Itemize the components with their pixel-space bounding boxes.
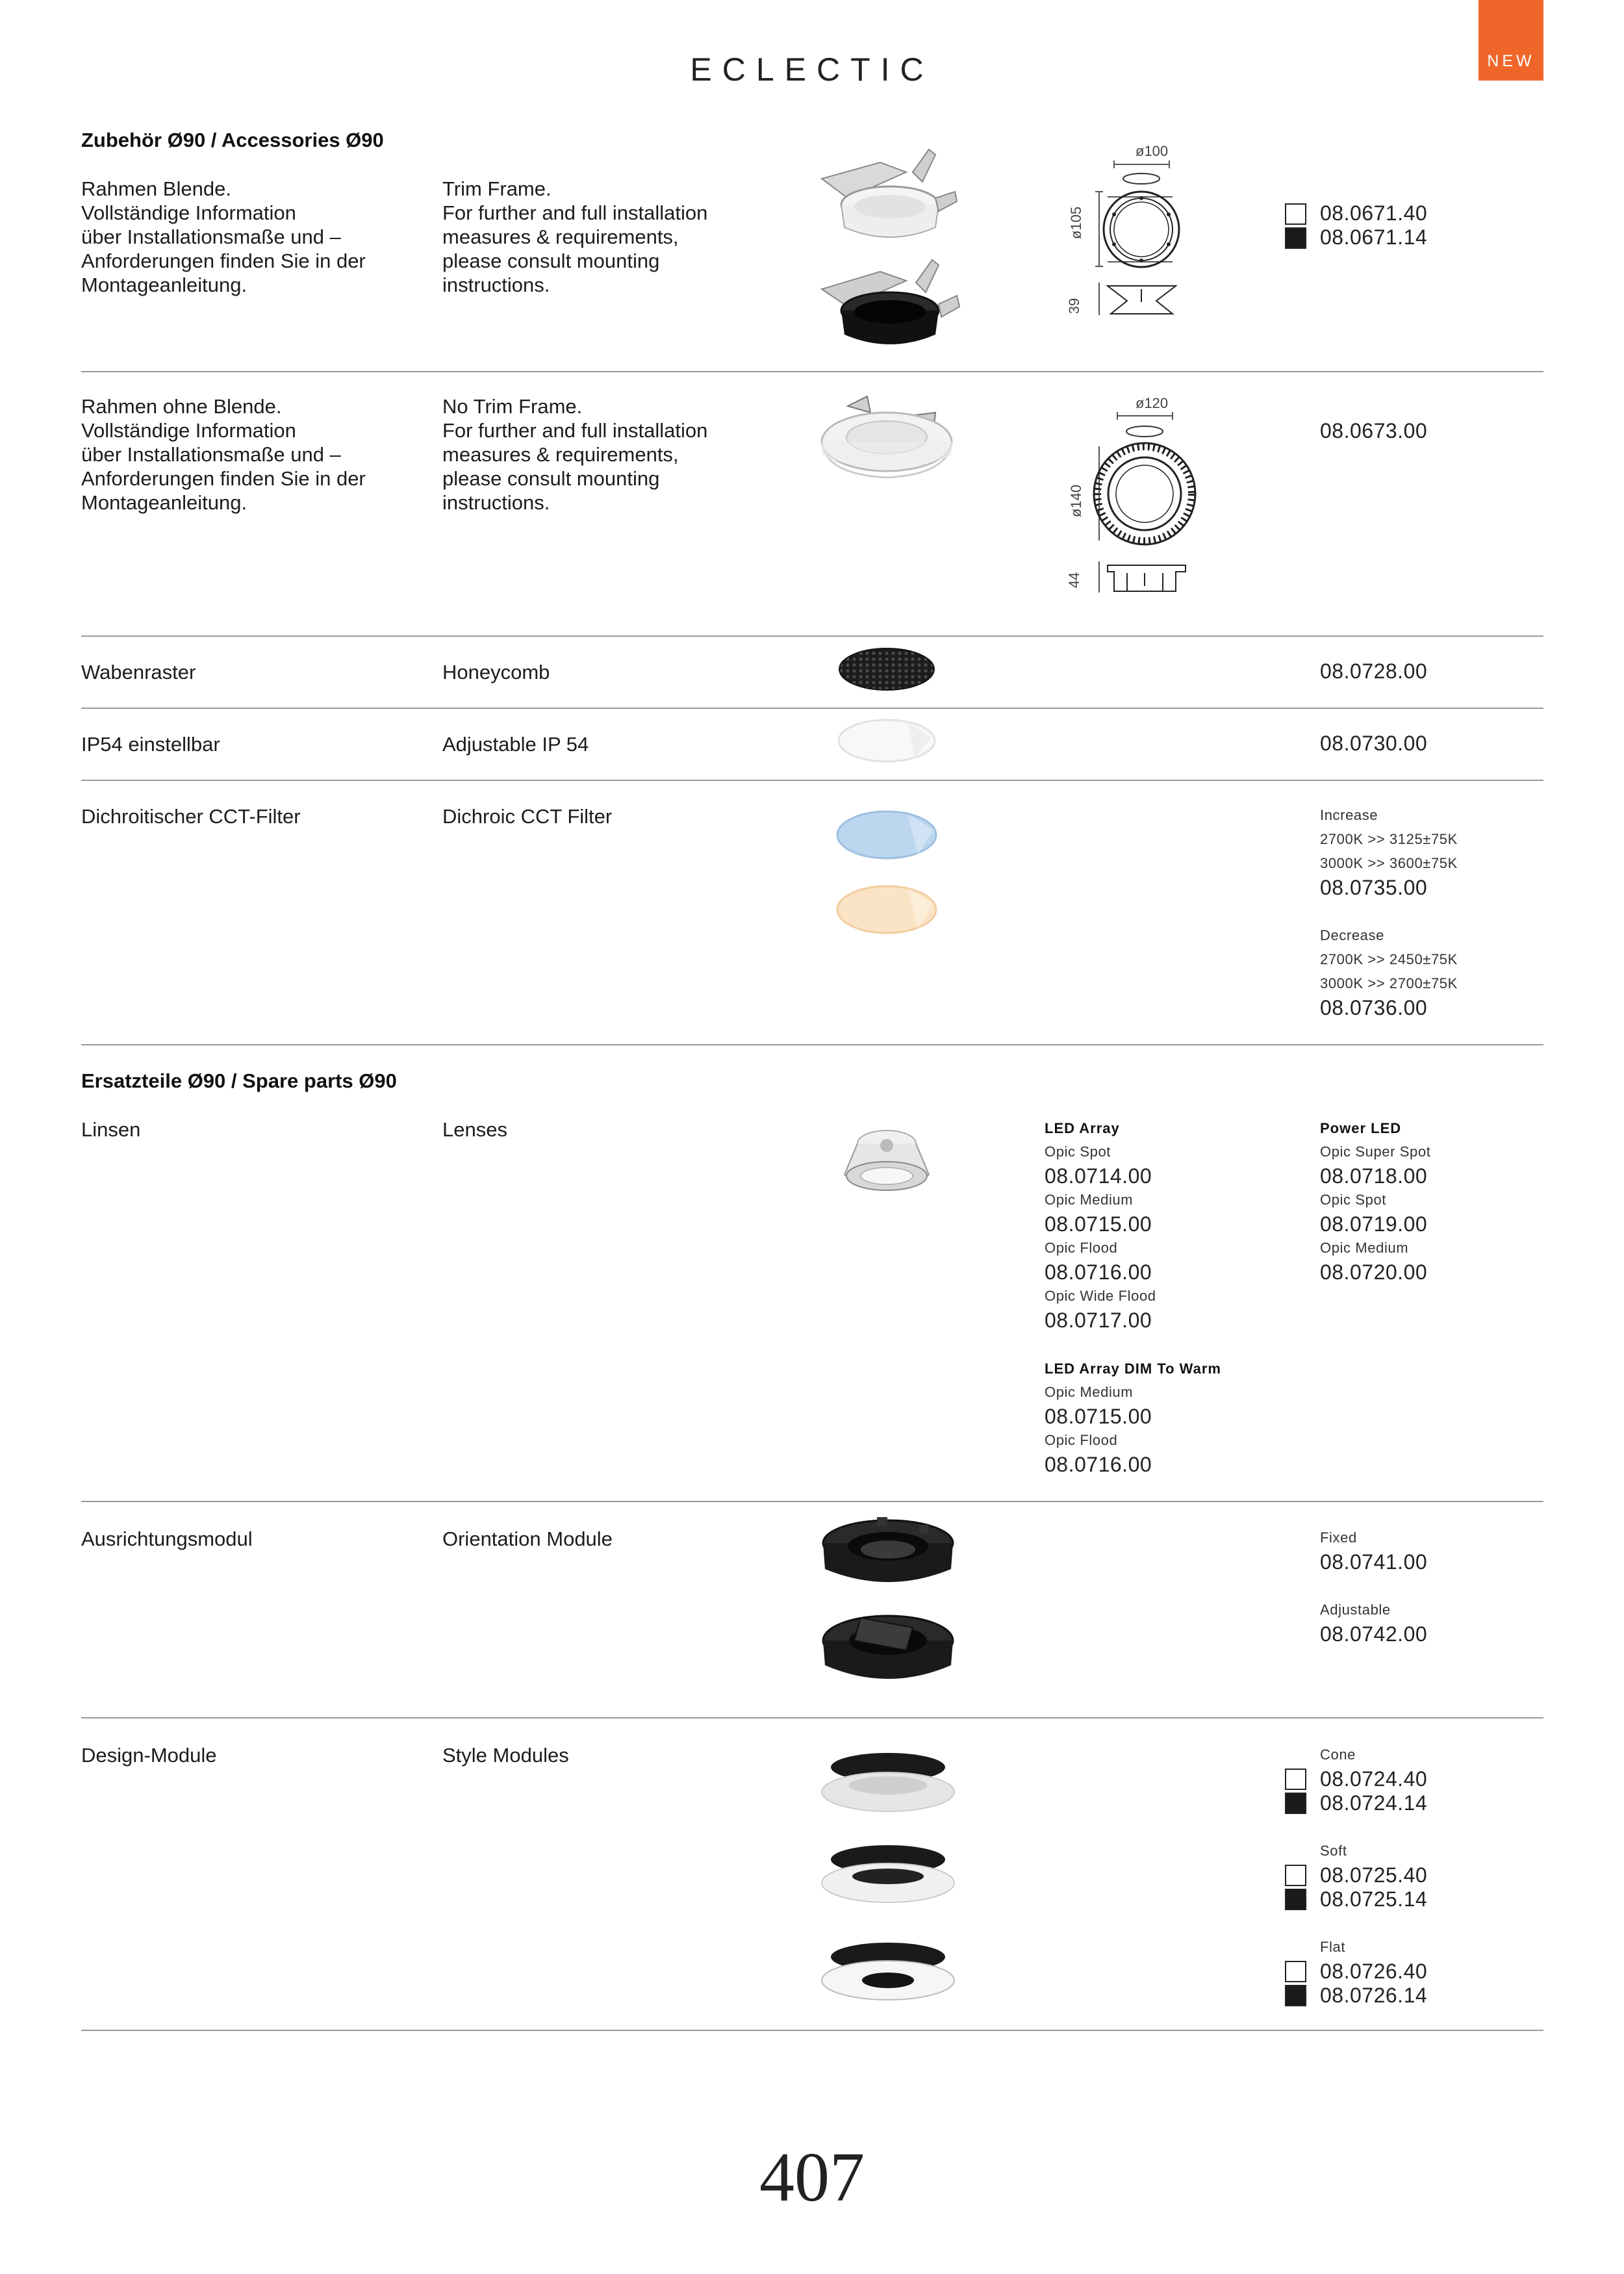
white-swatch <box>1285 1865 1306 1886</box>
power-led-item-code: 08.0718.00 <box>1320 1164 1428 1188</box>
led-array-item-code: 08.0714.00 <box>1045 1164 1152 1188</box>
cct-decrease-line: 3000K >> 2700±75K <box>1320 975 1458 991</box>
divider <box>81 1501 1543 1502</box>
honeycomb-text-en: Honeycomb <box>442 661 550 683</box>
orientation-adjustable-label: Adjustable <box>1320 1602 1391 1618</box>
no-trim-frame-text-de: Rahmen ohne Blende. Vollständige Information über Installationsmaße und – Anforderungen finden Sie in der Montageanleitung. <box>81 395 366 514</box>
trim-frame-code-white: 08.0671.40 <box>1320 201 1428 225</box>
style-soft-label: Soft <box>1320 1843 1347 1859</box>
page-title: ECLECTIC <box>690 51 934 88</box>
no-trim-frame-dim-depth: 44 <box>1066 572 1083 589</box>
no-trim-frame-dim-height: ø140 <box>1068 484 1085 518</box>
led-array-label: LED Array <box>1045 1120 1120 1136</box>
power-led-item-name: Opic Spot <box>1320 1192 1387 1208</box>
no-trim-frame-text-en: No Trim Frame. For further and full installation measures & requirements, please consult mounting instructions. <box>442 395 708 514</box>
orientation-fixed-label: Fixed <box>1320 1529 1357 1546</box>
style-flat-code-white: 08.0726.40 <box>1320 1960 1428 1983</box>
trim-frame-dim-height: ø105 <box>1068 206 1085 240</box>
style-flat-code-black: 08.0726.14 <box>1320 1984 1428 2007</box>
trim-frame-code-black: 08.0671.14 <box>1320 225 1428 249</box>
orientation-fixed-illustration <box>823 1517 953 1582</box>
divider <box>81 371 1543 372</box>
divider <box>81 780 1543 781</box>
style-text-en: Style Modules <box>442 1744 569 1767</box>
white-swatch <box>1285 203 1306 225</box>
style-soft-illustration <box>822 1845 954 1902</box>
ip54-text-de: IP54 einstellbar <box>81 733 220 756</box>
power-led-item-code: 08.0720.00 <box>1320 1260 1428 1284</box>
style-cone-label: Cone <box>1320 1746 1356 1763</box>
dim-to-warm-item-code: 08.0716.00 <box>1045 1453 1152 1476</box>
trim-frame-text-en: Trim Frame. For further and full installation measures & requirements, please consult mounting instructions. <box>442 177 708 296</box>
dim-to-warm-item-name: Opic Medium <box>1045 1384 1134 1400</box>
lenses-text-de: Linsen <box>81 1118 141 1141</box>
power-led-label: Power LED <box>1320 1120 1402 1136</box>
divider <box>81 708 1543 709</box>
trim-frame-black-illustration <box>822 260 959 344</box>
led-array-item-name: Opic Medium <box>1045 1192 1134 1208</box>
page-number: 407 <box>759 2139 865 2216</box>
new-badge: NEW <box>1478 0 1543 81</box>
orientation-adjustable-illustration <box>823 1616 953 1679</box>
trim-frame-dim-diameter: ø100 <box>1136 143 1169 159</box>
black-swatch <box>1285 1793 1306 1814</box>
trim-frame-text-de: Rahmen Blende. Vollständige Information über Installationsmaße und – Anforderungen finden Sie in der Montageanleitung. <box>81 177 366 296</box>
orientation-adjustable-code: 08.0742.00 <box>1320 1622 1428 1646</box>
divider <box>81 2030 1543 2031</box>
style-soft-code-black: 08.0725.14 <box>1320 1887 1428 1911</box>
style-soft-code-white: 08.0725.40 <box>1320 1863 1428 1887</box>
lens-image <box>841 1123 932 1201</box>
style-flat-illustration <box>822 1943 954 2000</box>
cct-increase-code: 08.0735.00 <box>1320 876 1428 899</box>
honeycomb-image <box>838 645 935 696</box>
orientation-text-en: Orientation Module <box>442 1527 613 1550</box>
style-cone-code-white: 08.0724.40 <box>1320 1767 1428 1791</box>
black-swatch <box>1285 1889 1306 1910</box>
cct-text-de: Dichroitischer CCT-Filter <box>81 805 301 828</box>
style-modules-image <box>820 1748 956 2014</box>
trim-frame-image <box>809 136 965 344</box>
lenses-text-en: Lenses <box>442 1118 507 1141</box>
style-cone-illustration <box>822 1753 954 1811</box>
dim-to-warm-item-name: Opic Flood <box>1045 1432 1118 1448</box>
no-trim-frame-drawing <box>1078 411 1215 606</box>
white-swatch <box>1285 1961 1306 1982</box>
orientation-text-de: Ausrichtungsmodul <box>81 1527 253 1550</box>
no-trim-frame-dim-diameter: ø120 <box>1136 395 1169 411</box>
divider <box>81 635 1543 637</box>
orientation-fixed-code: 08.0741.00 <box>1320 1550 1428 1574</box>
power-led-item-name: Opic Medium <box>1320 1240 1409 1256</box>
honeycomb-text-de: Wabenraster <box>81 661 196 683</box>
cct-decrease-label: Decrease <box>1320 927 1384 943</box>
cct-increase-line: 2700K >> 3125±75K <box>1320 831 1458 847</box>
no-trim-frame-code: 08.0673.00 <box>1320 419 1428 442</box>
power-led-item-code: 08.0719.00 <box>1320 1212 1428 1236</box>
style-text-de: Design-Module <box>81 1744 217 1767</box>
led-array-item-name: Opic Spot <box>1045 1143 1111 1160</box>
ip54-code: 08.0730.00 <box>1320 732 1428 755</box>
cct-decrease-code: 08.0736.00 <box>1320 996 1428 1019</box>
honeycomb-code: 08.0728.00 <box>1320 659 1428 683</box>
cct-filter-image <box>835 809 939 939</box>
led-array-item-code: 08.0717.00 <box>1045 1309 1152 1332</box>
led-array-item-name: Opic Wide Flood <box>1045 1288 1156 1304</box>
spare-parts-heading: Ersatzteile Ø90 / Spare parts Ø90 <box>81 1069 397 1092</box>
divider <box>81 1717 1543 1718</box>
power-led-item-name: Opic Super Spot <box>1320 1143 1431 1160</box>
cct-text-en: Dichroic CCT Filter <box>442 805 613 828</box>
orientation-module-image <box>815 1511 961 1696</box>
dim-to-warm-label: LED Array DIM To Warm <box>1045 1361 1221 1377</box>
trim-frame-white-illustration <box>822 149 957 237</box>
black-swatch <box>1285 1985 1306 2006</box>
trim-frame-drawing <box>1078 159 1208 328</box>
accessories-heading: Zubehör Ø90 / Accessories Ø90 <box>81 129 384 151</box>
cct-decrease-line: 2700K >> 2450±75K <box>1320 951 1458 967</box>
black-swatch <box>1285 227 1306 249</box>
ip54-image <box>837 715 937 767</box>
style-flat-label: Flat <box>1320 1939 1346 1955</box>
divider <box>81 1044 1543 1045</box>
cct-increase-label: Increase <box>1320 807 1378 823</box>
cct-increase-line: 3000K >> 3600±75K <box>1320 855 1458 871</box>
trim-frame-dim-depth: 39 <box>1066 298 1083 314</box>
led-array-item-code: 08.0716.00 <box>1045 1260 1152 1284</box>
style-cone-code-black: 08.0724.14 <box>1320 1791 1428 1815</box>
dim-to-warm-item-code: 08.0715.00 <box>1045 1405 1152 1428</box>
white-swatch <box>1285 1769 1306 1790</box>
led-array-item-name: Opic Flood <box>1045 1240 1118 1256</box>
no-trim-frame-image <box>812 393 961 491</box>
ip54-text-en: Adjustable IP 54 <box>442 733 589 756</box>
led-array-item-code: 08.0715.00 <box>1045 1212 1152 1236</box>
